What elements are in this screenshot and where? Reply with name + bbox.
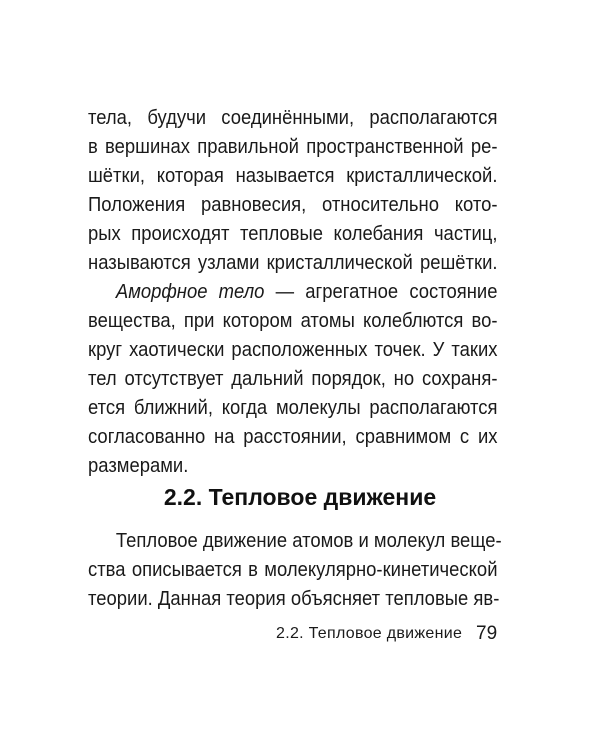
text-line: называются узлами кристаллической решётки. xyxy=(88,251,498,274)
text-line xyxy=(88,277,498,306)
paragraph-thermal-motion xyxy=(88,526,502,613)
text-line: рых происходят тепловые колебания частиц, xyxy=(88,222,498,245)
text-line: ства описывается в молекулярно-кинетической xyxy=(88,558,498,581)
text-line: круг хаотически расположенных точек. У таких xyxy=(88,338,498,361)
text-line: теории. Данная теория объясняет тепловые яв- xyxy=(88,587,500,610)
paragraph-crystal-lattice xyxy=(88,103,498,277)
text-line: ется ближний, когда молекулы располагаются xyxy=(88,396,498,419)
page-number: 79 xyxy=(476,623,498,644)
text-line: тел отсутствует дальний порядок, но сохраня- xyxy=(88,367,498,390)
text-line: размерами. xyxy=(88,454,189,477)
text-line: Тепловое движение атомов и молекул веще- xyxy=(115,529,502,552)
text-line: в вершинах правильной пространственной ре- xyxy=(88,135,498,158)
paragraph-amorphous-body xyxy=(88,277,498,480)
text-line: шётки, которая называется кристаллической. xyxy=(88,164,498,187)
text-line: тела, будучи соединёнными, располагаются xyxy=(88,106,498,129)
text-fragment: — агрегатное состояние xyxy=(264,280,498,303)
term-amorphous-body: Аморфное тело xyxy=(115,280,265,303)
section-heading: 2.2. Тепловое движение xyxy=(163,484,437,510)
running-section-title: 2.2. Тепловое движение xyxy=(276,625,463,642)
text-line: вещества, при котором атомы колеблются во- xyxy=(88,309,498,332)
text-line: согласованно на расстоянии, сравнимом с их xyxy=(88,425,498,448)
text-line: Положения равновесия, относительно кото- xyxy=(88,193,498,216)
